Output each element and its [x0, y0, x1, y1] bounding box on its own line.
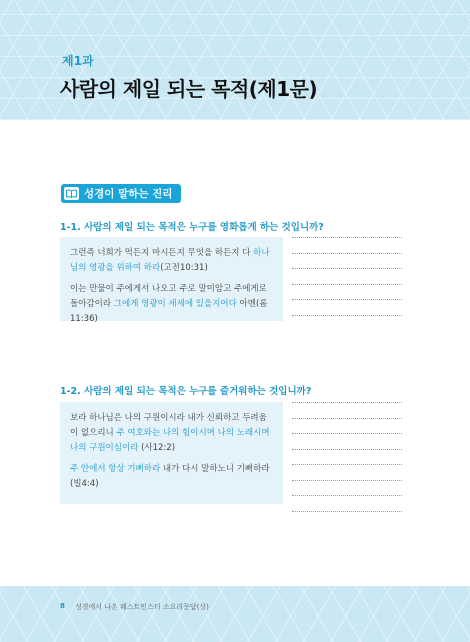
answer-line[interactable] [292, 433, 402, 434]
answer-line[interactable] [292, 495, 402, 496]
highlighted-text: 하나님의 영광을 위하여 하라 [70, 248, 270, 273]
section-badge-label: 성경이 말하는 진리 [84, 188, 173, 200]
answer-line[interactable] [292, 315, 402, 316]
question-heading: 1-2. 사람의 제일 되는 목적은 누구를 즐거워하는 것입니까? [60, 386, 312, 397]
verse-text: (사12:2) [138, 443, 176, 453]
page-number: 8 [60, 602, 65, 610]
answer-line[interactable] [292, 284, 402, 285]
verse-text: (고전10:31) [160, 263, 208, 273]
verse-text: 내가 다시 말하노니 기뻐하라(빌4:4) [70, 464, 270, 489]
answer-line[interactable] [292, 253, 402, 254]
verse-text: 그런즉 너희가 먹든지 마시든지 무엇을 하든지 다 [70, 248, 254, 258]
verse [70, 282, 273, 327]
highlighted-text: 주 여호와는 나의 힘이시며 나의 노래시며 나의 구원이심이라 [70, 428, 270, 453]
verse-text: 아멘(롬11:36) [70, 299, 268, 324]
answer-line[interactable] [292, 511, 402, 512]
highlighted-text: 주 안에서 항상 기뻐하라 [70, 464, 161, 474]
verse [70, 411, 273, 456]
answer-line[interactable] [292, 299, 402, 300]
answer-line[interactable] [292, 480, 402, 481]
answer-line[interactable] [292, 402, 402, 403]
verse-text: 이는 만물이 주에게서 나오고 주로 말미암고 주에게로 돌아감이라 [70, 284, 267, 309]
verse-box [60, 402, 283, 504]
footer-banner [0, 586, 470, 642]
book-title: 성경에서 나온 웨스트민스터 소요리문답(상) [75, 603, 209, 611]
verse [70, 462, 273, 492]
highlighted-text: 그에게 영광이 세세에 있을지어다 [113, 299, 237, 309]
answer-line[interactable] [292, 464, 402, 465]
answer-lines[interactable] [292, 237, 402, 330]
verse-text: 보라 하나님은 나의 구원이시라 내가 신뢰하고 두려움이 없으리니 [70, 413, 267, 438]
open-book-icon [64, 187, 79, 200]
answer-line[interactable] [292, 449, 402, 450]
answer-line[interactable] [292, 268, 402, 269]
verse-box [60, 237, 283, 324]
answer-lines[interactable] [292, 402, 402, 526]
answer-line[interactable] [292, 237, 402, 238]
verse [70, 246, 273, 276]
page-title: 사람의 제일 되는 목적(제1문) [60, 77, 318, 101]
section-badge [61, 184, 181, 203]
lesson-label: 제1과 [62, 54, 94, 68]
question-heading: 1-1. 사람의 제일 되는 목적은 누구를 영화롭게 하는 것입니까? [60, 222, 324, 233]
answer-line[interactable] [292, 418, 402, 419]
